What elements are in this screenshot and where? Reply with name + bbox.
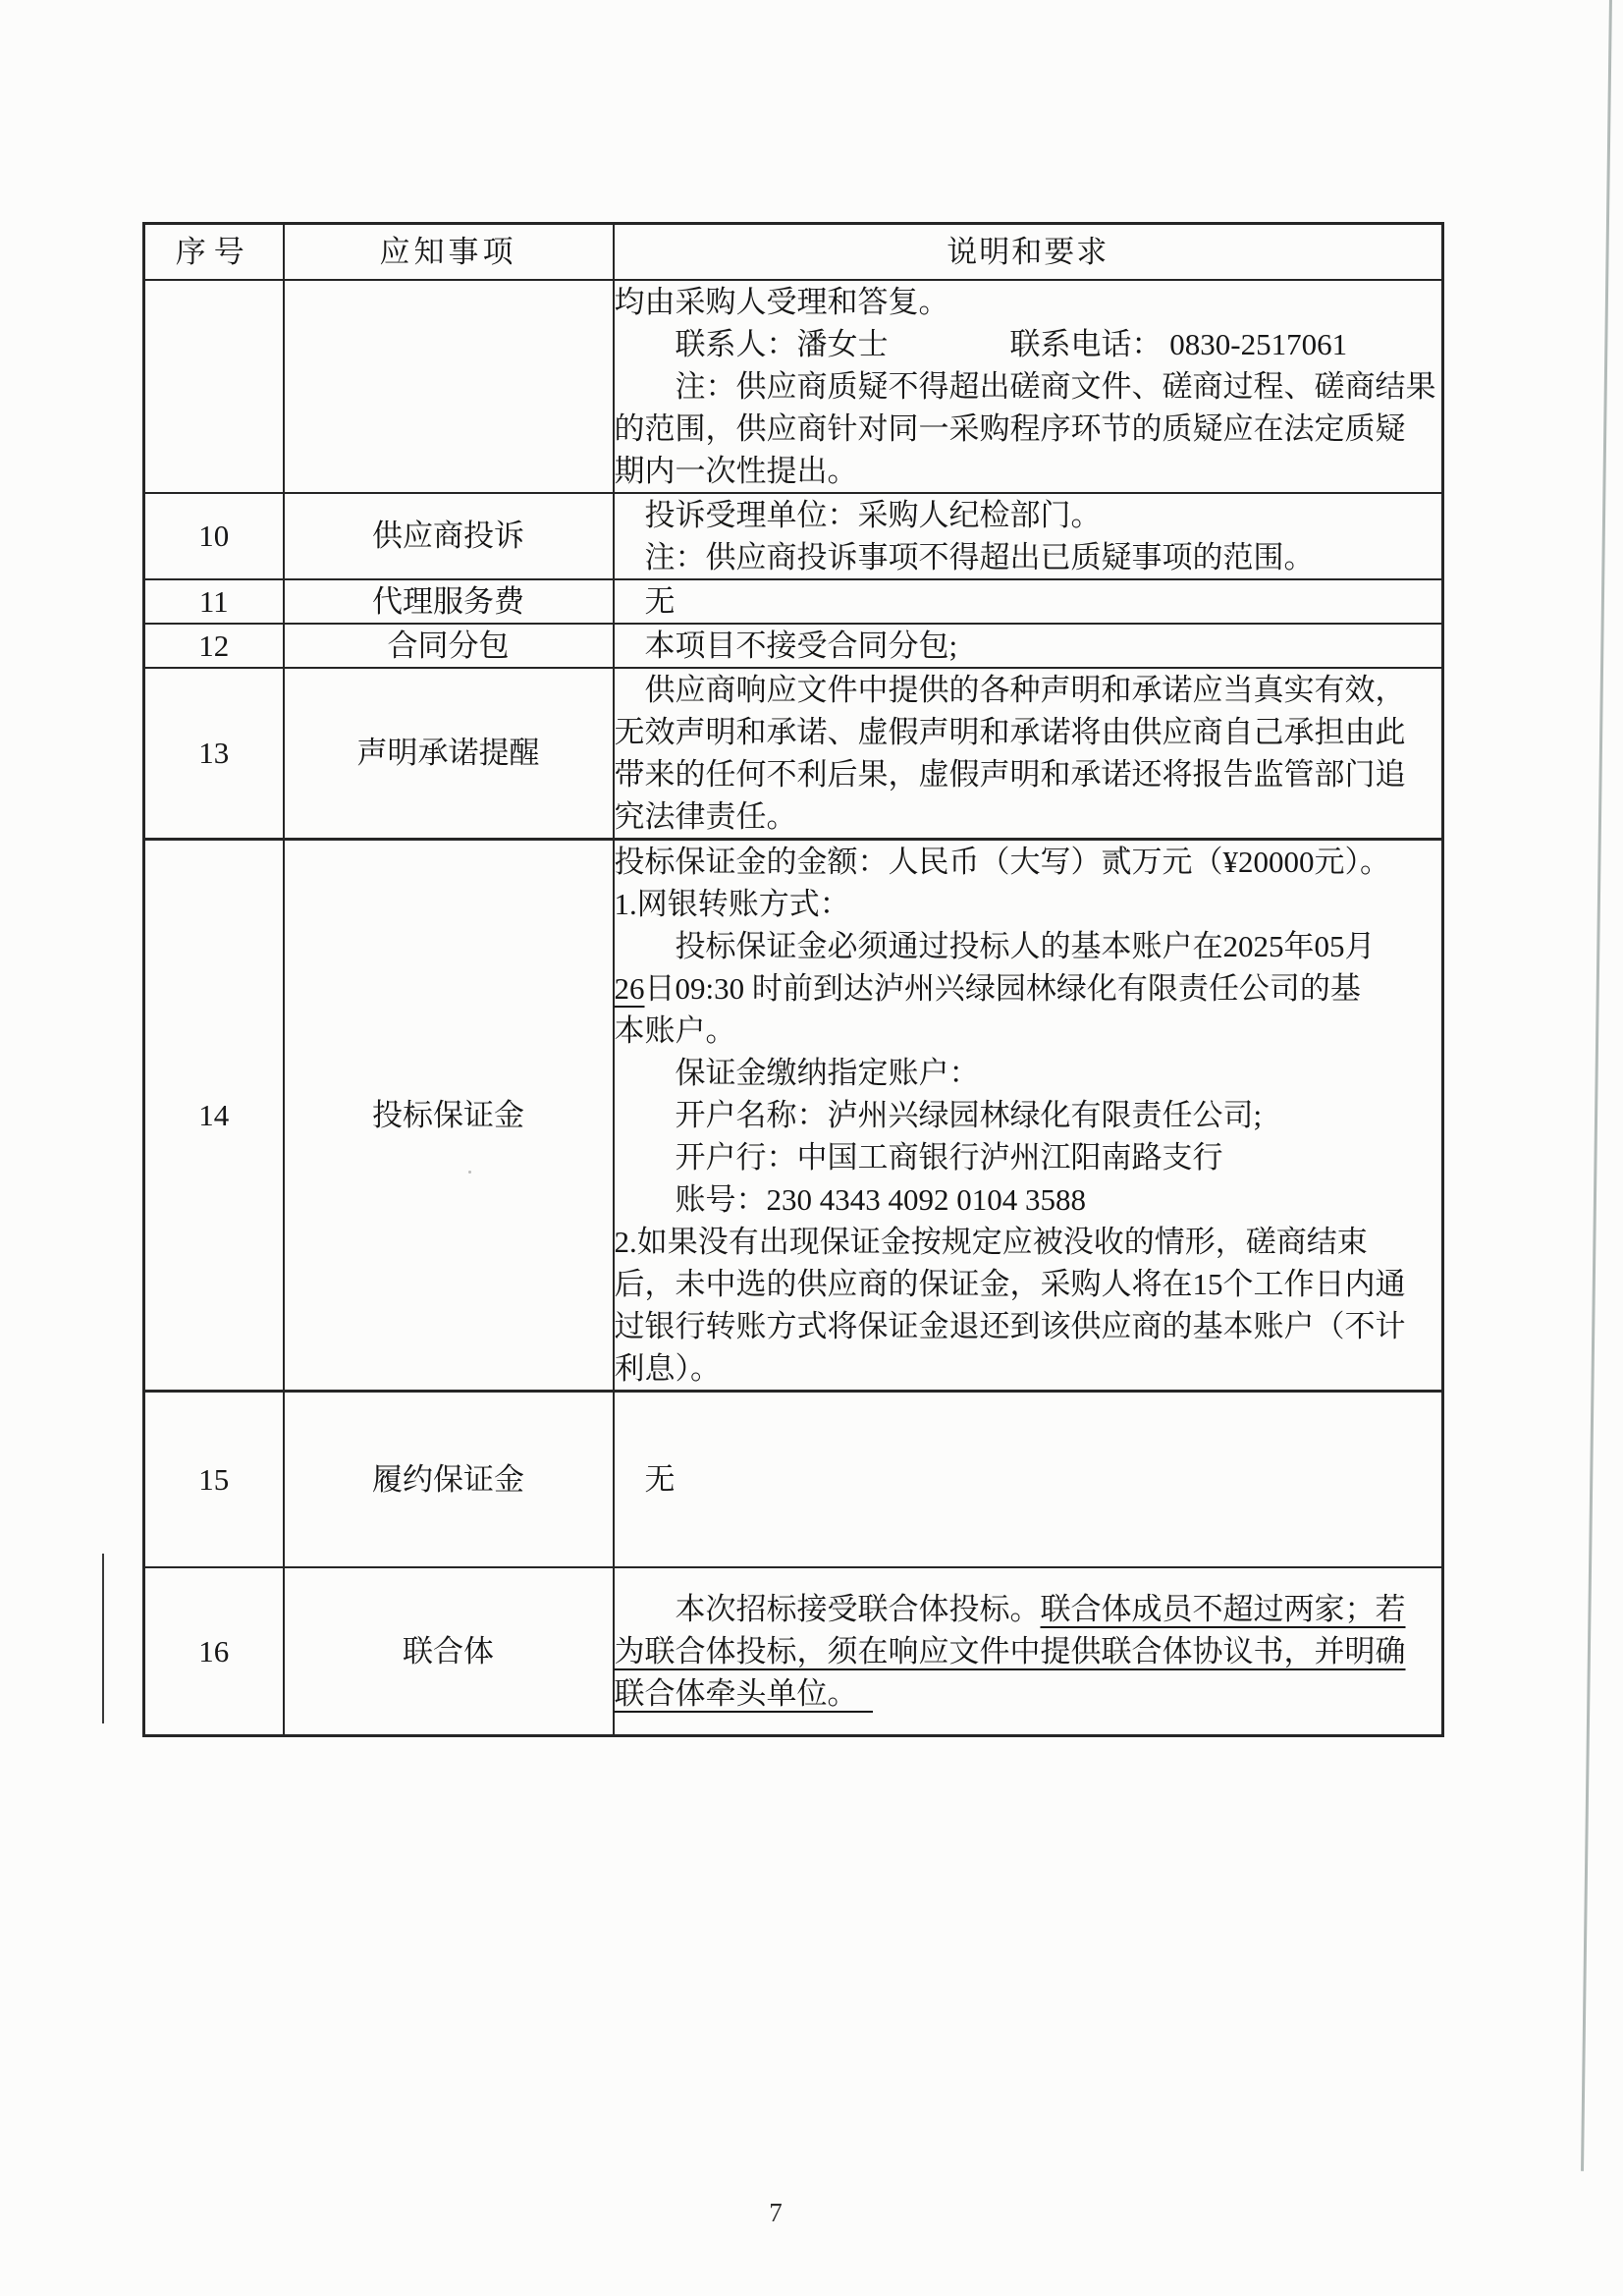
text-line [615, 967, 1442, 1010]
table-header-row [144, 224, 1443, 280]
desc-cell [614, 1567, 1443, 1736]
item-cell: 投标保证金 [284, 840, 614, 1392]
text-line [615, 1010, 1442, 1052]
seq-cell [144, 280, 284, 493]
text-line [615, 795, 1442, 838]
table-row [144, 840, 1443, 1392]
text-line [615, 450, 1442, 492]
text-segment: 的范围，供应商针对同一采购程序环节的质疑应在法定质疑 [614, 410, 1406, 446]
text-segment: 投标保证金的金额：人民币（大写）贰万元（¥20000元）。 [614, 845, 1390, 879]
text-segment: 带来的任何不利后果，虚假声明和承诺还将报告监管部门追 [614, 756, 1406, 792]
header-desc: 说明和要求 [614, 224, 1443, 280]
desc-cell [614, 1392, 1443, 1567]
header-item: 应知事项 [284, 224, 614, 280]
text-segment: 究法律责任。 [614, 798, 797, 834]
item-cell: 声明承诺提醒 [284, 668, 614, 840]
text-segment: 联合体成员不超过两家；若 [1040, 1591, 1406, 1626]
table-row [144, 493, 1443, 579]
item-cell [284, 280, 614, 493]
text-line [615, 753, 1442, 795]
text-line [615, 1263, 1442, 1305]
scan-artifact-line [1581, 0, 1612, 2171]
text-line [615, 1136, 1442, 1178]
text-line [615, 841, 1442, 883]
text-segment: 保证金缴纳指定账户： [675, 1056, 980, 1090]
item-cell: 供应商投诉 [284, 493, 614, 579]
text-line [615, 1178, 1442, 1221]
text-segment: 无 [644, 1461, 676, 1497]
text-line [615, 1588, 1442, 1630]
seq-cell: 15 [144, 1392, 284, 1567]
text-segment: 1.网银转账方式： [614, 887, 850, 921]
text-segment: 无效声明和承诺、虚假声明和承诺将由供应商自己承担由此 [614, 714, 1406, 749]
text-segment: 账号：230 4343 4092 0104 3588 [675, 1182, 1086, 1217]
text-segment: 均由采购人受理和答复。 [614, 284, 949, 319]
text-line [615, 1305, 1442, 1347]
text-line [615, 1458, 1442, 1501]
text-segment: 利息）。 [614, 1351, 721, 1386]
seq-cell: 13 [144, 668, 284, 840]
desc-cell [614, 493, 1443, 579]
text-segment: 日09:30 时前到达泸州兴绿园林绿化有限责任公司的基 [644, 971, 1361, 1006]
table-row [144, 1567, 1443, 1736]
text-segment: 投诉受理单位：采购人纪检部门。 [644, 497, 1102, 532]
margin-change-bar [102, 1554, 104, 1723]
text-segment: 供应商响应文件中提供的各种声明和承诺应当真实有效， [644, 672, 1406, 707]
text-line [615, 1221, 1442, 1263]
text-segment: 联系人：潘女士 联系电话： 0830-2517061 [675, 326, 1348, 361]
page-number: 7 [769, 2198, 783, 2227]
seq-cell: 10 [144, 493, 284, 579]
text-line [615, 323, 1442, 365]
seq-cell: 12 [144, 624, 284, 668]
text-line [615, 1094, 1442, 1136]
text-line [615, 669, 1442, 711]
table-row [144, 579, 1443, 624]
text-line [615, 281, 1442, 323]
desc-cell [614, 624, 1443, 668]
seq-cell: 11 [144, 579, 284, 624]
item-cell: 履约保证金 [284, 1392, 614, 1567]
text-line [615, 883, 1442, 925]
seq-cell: 14 [144, 840, 284, 1392]
desc-cell [614, 668, 1443, 840]
text-line [615, 1630, 1442, 1672]
text-line [615, 1347, 1442, 1390]
text-segment: 注：供应商投诉事项不得超出已质疑事项的范围。 [644, 539, 1315, 574]
text-segment: 注：供应商质疑不得超出磋商文件、磋商过程、磋商结果 [675, 368, 1436, 404]
header-seq: 序号 [144, 224, 284, 280]
item-cell: 联合体 [284, 1567, 614, 1736]
table-row [144, 1392, 1443, 1567]
table-row [144, 624, 1443, 668]
text-segment: 过银行转账方式将保证金退还到该供应商的基本账户（不计 [614, 1309, 1406, 1343]
text-line [615, 1052, 1442, 1094]
text-line [615, 365, 1442, 408]
text-line [615, 536, 1442, 578]
desc-cell [614, 579, 1443, 624]
text-segment: 投标保证金必须通过投标人的基本账户在2025年05月 [675, 929, 1376, 963]
text-line [615, 580, 1442, 623]
text-segment: 开户行：中国工商银行泸州江阳南路支行 [675, 1140, 1223, 1175]
text-segment: 无 [644, 583, 676, 619]
text-segment: 本项目不接受合同分包; [644, 628, 958, 663]
text-segment: 期内一次性提出。 [614, 453, 858, 488]
text-line [615, 1672, 1442, 1715]
desc-cell [614, 840, 1443, 1392]
item-cell: 代理服务费 [284, 579, 614, 624]
text-line [615, 408, 1442, 450]
text-segment: 本次招标接受联合体投标。 [675, 1591, 1041, 1626]
text-line [615, 494, 1442, 536]
desc-cell [614, 280, 1443, 493]
item-cell: 合同分包 [284, 624, 614, 668]
text-line [615, 711, 1442, 753]
text-segment: 开户名称：泸州兴绿园林绿化有限责任公司; [675, 1098, 1263, 1132]
text-segment: 为联合体投标，须在响应文件中提供联合体协议书，并明确 [614, 1633, 1406, 1668]
table-row [144, 280, 1443, 493]
text-segment: 本账户。 [614, 1013, 736, 1048]
table-row [144, 668, 1443, 840]
notice-table [142, 222, 1444, 1737]
text-segment: 联合体牵头单位。 [614, 1675, 873, 1711]
text-line [615, 625, 1442, 667]
text-segment: 26 [614, 971, 645, 1006]
text-segment: 2.如果没有出现保证金按规定应被没收的情形，磋商结束 [614, 1225, 1368, 1259]
seq-cell: 16 [144, 1567, 284, 1736]
text-line [615, 925, 1442, 967]
text-segment: 后，未中选的供应商的保证金，采购人将在15个工作日内通 [614, 1267, 1406, 1301]
